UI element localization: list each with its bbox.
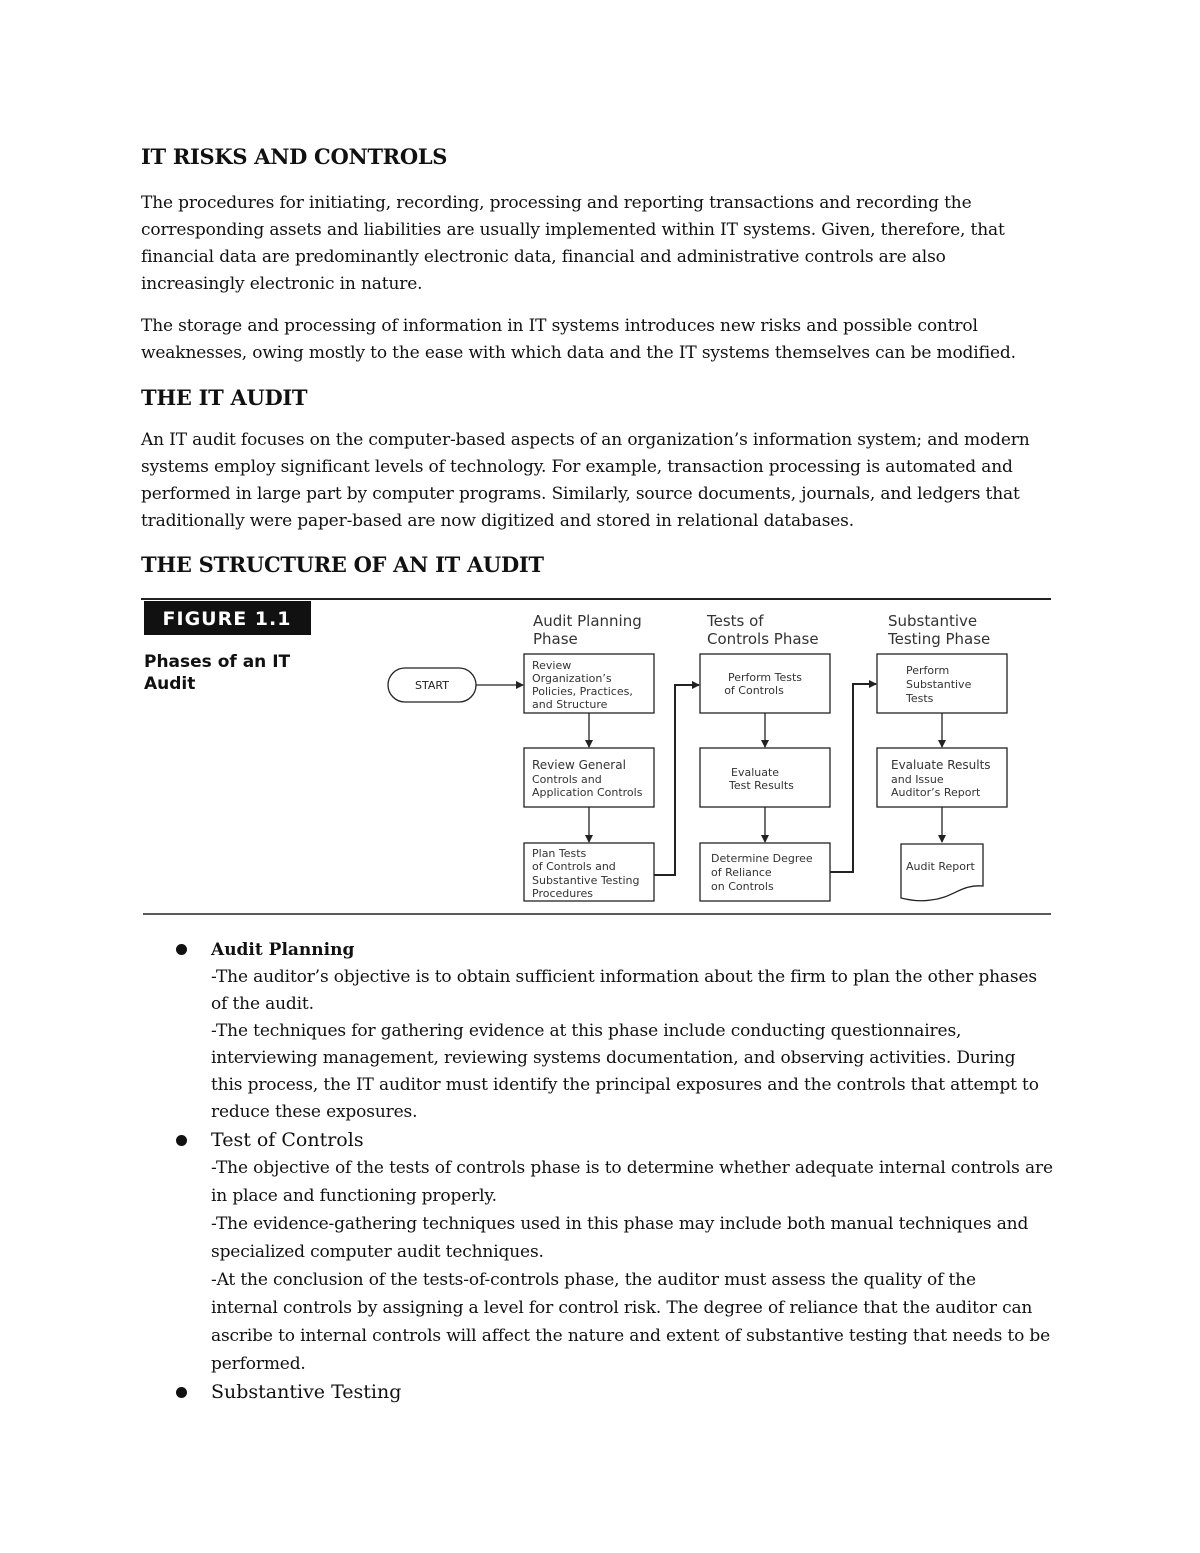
box-text: Perform xyxy=(906,664,950,677)
bullet-dot xyxy=(176,1387,187,1398)
box-text: Organization’s xyxy=(532,672,612,685)
bullet-text xyxy=(211,1154,1071,1378)
arrow xyxy=(654,685,699,875)
figure-diagram xyxy=(141,596,1053,918)
text-line: The procedures for initiating, recording, processing and reporting transactions and recording the xyxy=(141,193,972,213)
figure-caption-line: Audit xyxy=(144,674,196,694)
text-line: reduce these exposures. xyxy=(211,1102,418,1122)
box-text: Review xyxy=(532,659,572,672)
text-line: systems employ significant levels of technology. For example, transaction processing is automated and xyxy=(141,457,1013,477)
text-line: traditionally were paper-based are now digitized and stored in relational databases. xyxy=(141,511,855,531)
box-text: and Structure xyxy=(532,698,608,711)
phase-title-audit-planning: Phase xyxy=(533,630,578,648)
box-text: Substantive Testing xyxy=(532,874,640,887)
text-line: corresponding assets and liabilities are usually implemented within IT systems. Given, therefore, that xyxy=(141,220,1005,240)
text-line: weaknesses, owing mostly to the ease with which data and the IT systems themselves can be modified. xyxy=(141,343,1016,363)
box-text: on Controls xyxy=(711,880,774,893)
bullet-list xyxy=(141,936,1071,1406)
box-text: of Reliance xyxy=(711,866,772,879)
box-text: Determine Degree xyxy=(711,852,813,865)
box-text: Substantive xyxy=(906,678,972,691)
text-line: financial data are predominantly electronic data, financial and administrative controls are also xyxy=(141,247,946,267)
paragraph-storage xyxy=(141,313,1066,367)
box-text: Evaluate xyxy=(731,766,780,779)
text-line: -At the conclusion of the tests-of-controls phase, the auditor must assess the quality of the xyxy=(211,1270,976,1290)
text-line: performed in large part by computer programs. Similarly, source documents, journals, and ledgers that xyxy=(141,484,1020,504)
paragraph-it-audit xyxy=(141,427,1066,535)
bullet-dot xyxy=(176,1135,187,1146)
text-line: interviewing management, reviewing systems documentation, and observing activities. During xyxy=(211,1048,1016,1068)
box-text: of Controls xyxy=(724,684,784,697)
bullet-text xyxy=(211,964,1071,1126)
heading-it-risks: IT RISKS AND CONTROLS xyxy=(141,144,448,169)
box-text: Test Results xyxy=(729,779,794,792)
phase-title-substantive-testing: Substantive xyxy=(888,612,978,630)
box-text: of Controls and xyxy=(532,860,616,873)
text-line: this process, the IT auditor must identify the principal exposures and the controls that attempt to xyxy=(211,1075,1039,1095)
box-text: Tests xyxy=(906,692,934,705)
text-line: internal controls by assigning a level for control risk. The degree of reliance that the auditor can xyxy=(211,1298,1033,1318)
paragraph-procedures xyxy=(141,190,1066,298)
text-line: increasingly electronic in nature. xyxy=(141,274,423,294)
box-text: Application Controls xyxy=(532,786,643,799)
bullet-title: Audit Planning xyxy=(211,940,355,960)
box-text: Auditor’s Report xyxy=(891,786,981,799)
figure-phases-of-it-audit xyxy=(141,596,1053,918)
phase-title-tests-of-controls: Tests of xyxy=(707,612,764,630)
bullet-title: Substantive Testing xyxy=(211,1381,402,1403)
phase-title-audit-planning: Audit Planning xyxy=(533,612,642,630)
heading-structure: THE STRUCTURE OF AN IT AUDIT xyxy=(141,552,544,577)
text-line: -The techniques for gathering evidence at this phase include conducting questionnaires, xyxy=(211,1021,962,1041)
bullet-title: Test of Controls xyxy=(211,1129,364,1151)
figure-caption-line: Phases of an IT xyxy=(144,652,291,672)
text-line: ascribe to internal controls will affect the nature and extent of substantive testing that needs to be xyxy=(211,1326,1051,1346)
text-line: An IT audit focuses on the computer-based aspects of an organization’s information system; and modern xyxy=(141,430,1030,450)
text-line: The storage and processing of information in IT systems introduces new risks and possible control xyxy=(141,316,978,336)
text-line: -The evidence-gathering techniques used in this phase may include both manual techniques and xyxy=(211,1214,1029,1234)
phase-title-tests-of-controls: Controls Phase xyxy=(707,630,819,648)
figure-label: FIGURE 1.1 xyxy=(162,608,292,630)
list-item-substantive-testing xyxy=(141,1378,1071,1406)
start-label: START xyxy=(415,679,449,692)
box-text: Perform Tests xyxy=(727,671,803,684)
box-text: Review General xyxy=(532,758,626,772)
arrow xyxy=(830,684,876,872)
box-text: Audit Report xyxy=(906,860,975,873)
box-text: Plan Tests xyxy=(532,847,587,860)
heading-it-audit: THE IT AUDIT xyxy=(141,385,308,410)
text-line: of the audit. xyxy=(211,994,314,1014)
box-text: Policies, Practices, xyxy=(532,685,633,698)
text-line: performed. xyxy=(211,1354,306,1374)
box-text: Controls and xyxy=(532,773,602,786)
list-item-audit-planning xyxy=(141,936,1071,1126)
list-item-test-of-controls xyxy=(141,1126,1071,1378)
text-line: specialized computer audit techniques. xyxy=(211,1242,544,1262)
box-text: Procedures xyxy=(532,887,593,900)
bullet-dot xyxy=(176,944,187,955)
box-text: and Issue xyxy=(891,773,944,786)
box-text: Evaluate Results xyxy=(891,758,991,772)
text-line: -The objective of the tests of controls phase is to determine whether adequate internal controls are xyxy=(211,1158,1053,1178)
text-line: -The auditor’s objective is to obtain sufficient information about the firm to plan the other phases xyxy=(211,967,1037,987)
text-line: in place and functioning properly. xyxy=(211,1186,497,1206)
phase-title-substantive-testing: Testing Phase xyxy=(888,630,991,648)
